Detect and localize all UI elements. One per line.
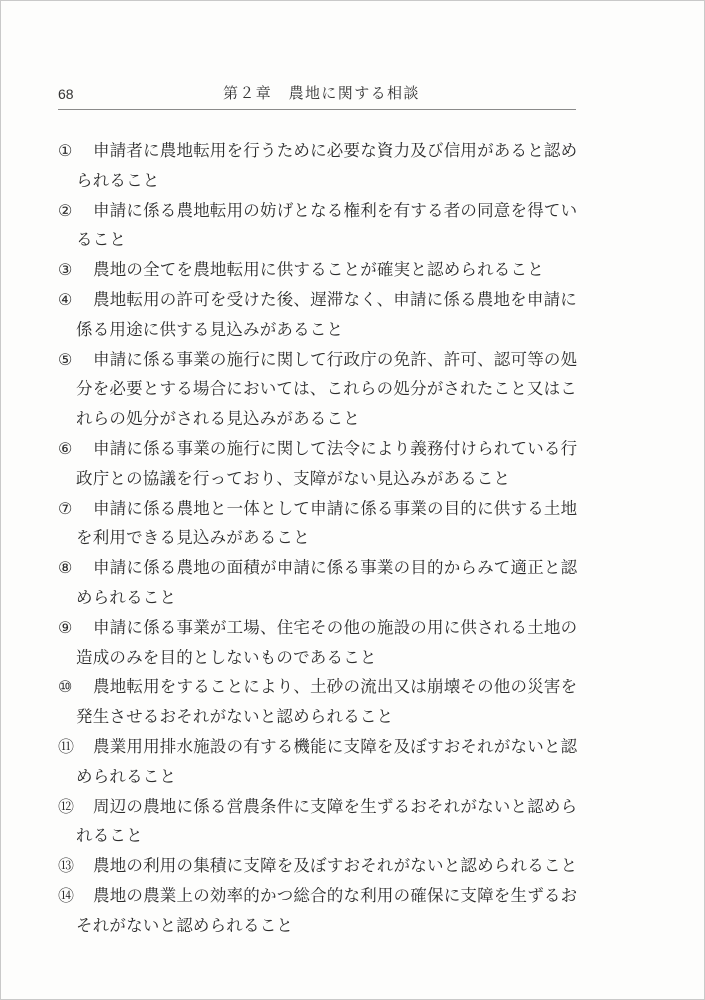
item-number: ⑦ — [58, 498, 73, 518]
item-text-line: 農地の全てを農地転用に供することが確実と認められること — [93, 260, 544, 280]
item-number: ① — [58, 141, 73, 160]
item-number: ⑩ — [58, 677, 73, 697]
page-number: 68 — [58, 86, 74, 102]
item-text-line: 分を必要とする場合においては、これらの処分がされたこと又はこ — [76, 379, 577, 399]
item-text-line: められること — [76, 766, 177, 786]
list-item-13 — [1, 851, 705, 881]
item-text-line: 申請に係る事業が工場、住宅その他の施設の用に供される土地の — [93, 617, 578, 637]
item-text-line: 申請者に農地転用を行うために必要な資力及び信用があると認め — [93, 141, 578, 160]
requirements-list — [1, 136, 705, 941]
item-text-line: れらの処分がされる見込みがあること — [76, 409, 360, 429]
item-number: ⑪ — [58, 736, 75, 756]
item-text-line: 申請に係る農地の面積が申請に係る事業の目的からみて適正と認 — [93, 558, 578, 578]
item-text-line: 農地転用をすることにより、土砂の流出又は崩壊その他の災害を — [93, 677, 578, 697]
item-number: ⑬ — [58, 856, 75, 876]
list-item-1 — [1, 136, 705, 196]
item-number: ⑭ — [58, 885, 75, 905]
item-text-line: 申請に係る農地と一体として申請に係る事業の目的に供する土地 — [93, 498, 578, 518]
list-item-7 — [1, 494, 705, 554]
chapter-title: 第２章 農地に関する相談 — [223, 84, 420, 102]
item-text-line: 申請に係る事業の施行に関して行政庁の免許、許可、認可等の処 — [93, 349, 578, 369]
item-number: ② — [58, 200, 73, 220]
item-text-line: それがないと認められること — [76, 915, 294, 935]
item-text-line: 係る用途に供する見込みがあること — [76, 319, 344, 339]
item-text-line: 農業用用排水施設の有する機能に支障を及ぼすおそれがないと認 — [93, 736, 578, 756]
item-number: ⑫ — [58, 796, 75, 816]
list-item-9 — [1, 613, 705, 673]
item-text-line: れること — [76, 826, 143, 846]
list-item-4 — [1, 285, 705, 345]
item-text-line: 申請に係る農地転用の妨げとなる権利を有する者の同意を得てい — [93, 200, 578, 220]
list-item-2 — [1, 196, 705, 256]
header-divider — [58, 109, 576, 110]
item-text-line: 申請に係る事業の施行に関して法令により義務付けられている行 — [93, 438, 578, 458]
item-text-line: 農地の利用の集積に支障を及ぼすおそれがないと認められること — [93, 856, 578, 876]
item-text-line: 農地の農業上の効率的かつ総合的な利用の確保に支障を生ずるお — [93, 885, 578, 905]
list-item-11 — [1, 732, 705, 792]
item-number: ③ — [58, 260, 73, 280]
item-text-line: を利用できる見込みがあること — [76, 528, 310, 548]
list-item-10 — [1, 672, 705, 732]
list-item-8 — [1, 553, 705, 613]
item-number: ⑤ — [58, 349, 73, 369]
item-number: ⑨ — [58, 617, 73, 637]
item-text-line: 政庁との協議を行っており、支障がない見込みがあること — [76, 468, 511, 488]
item-text-line: められること — [76, 587, 177, 607]
item-number: ⑧ — [58, 558, 73, 578]
item-text-line: 農地転用の許可を受けた後、遅滞なく、申請に係る農地を申請に — [93, 289, 577, 309]
item-number: ④ — [58, 289, 73, 309]
item-number: ⑥ — [58, 438, 73, 458]
list-item-12 — [1, 792, 705, 852]
item-text-line: ること — [76, 230, 127, 250]
list-item-14 — [1, 881, 705, 941]
list-item-6 — [1, 434, 705, 494]
item-text-line: 造成のみを目的としないものであること — [76, 647, 377, 667]
list-item-3 — [1, 255, 705, 285]
item-text-line: 周辺の農地に係る営農条件に支障を生ずるおそれがないと認めら — [93, 796, 578, 816]
item-text-line: られること — [76, 170, 160, 190]
item-text-line: 発生させるおそれがないと認められること — [76, 707, 394, 727]
list-item-5 — [1, 345, 705, 434]
